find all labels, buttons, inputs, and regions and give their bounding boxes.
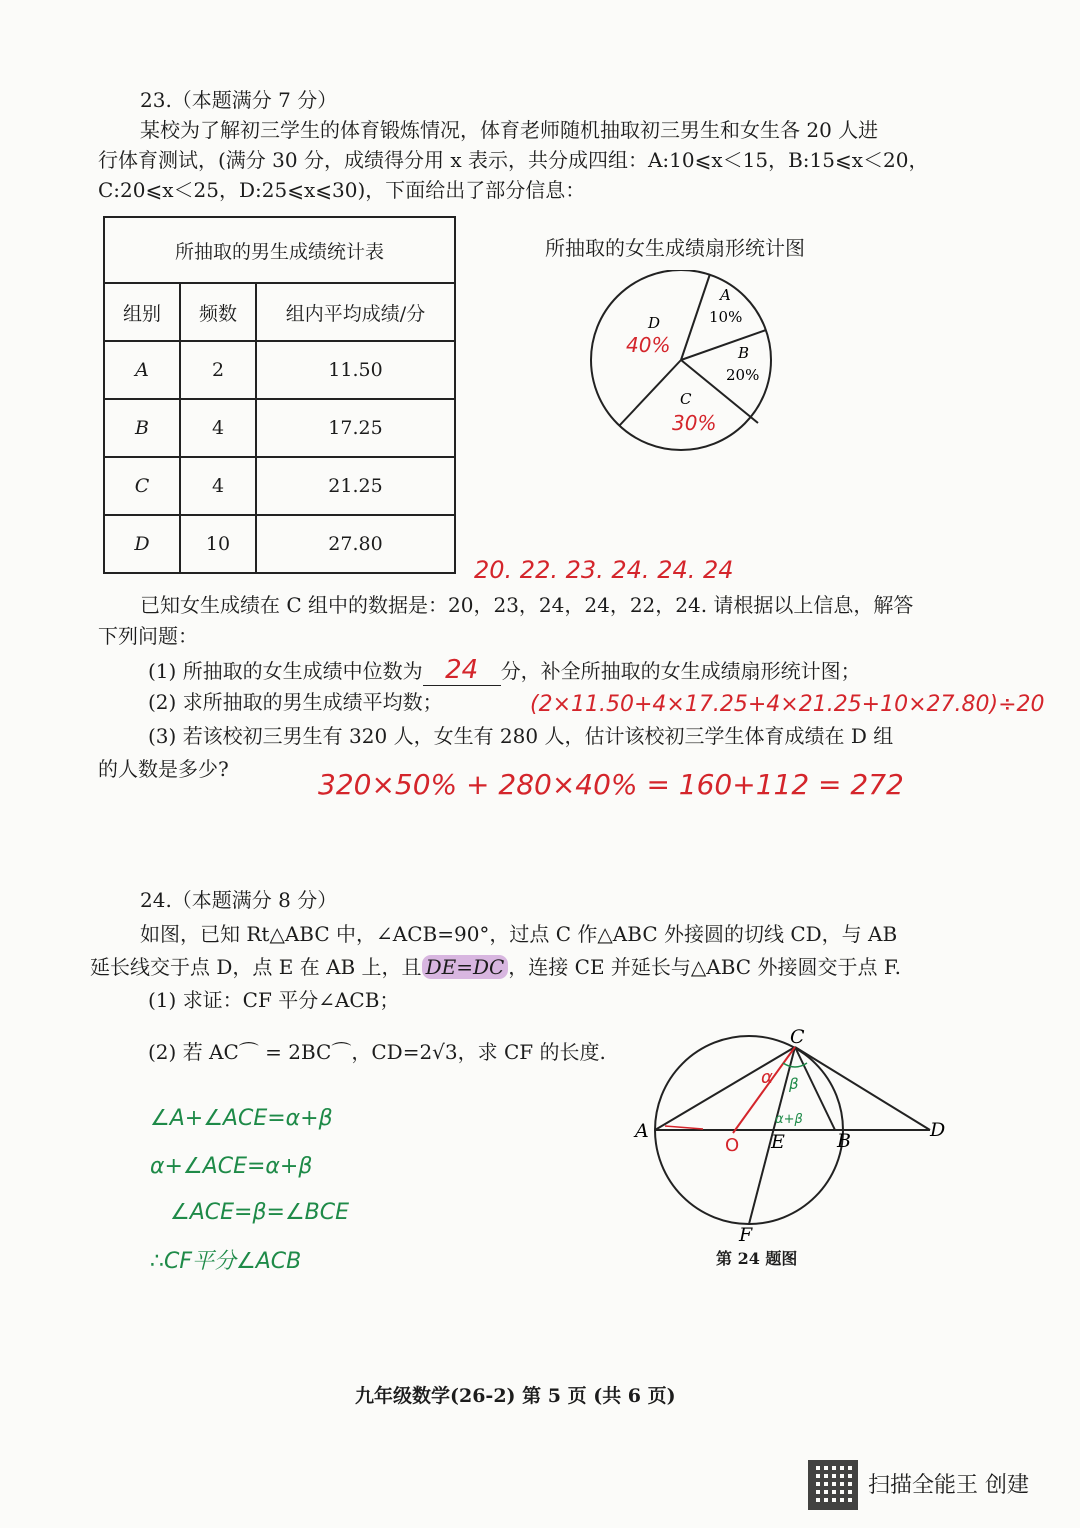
- point-f-label: F: [739, 1224, 753, 1246]
- q24-sub1: (1) 求证：CF 平分∠ACB；: [148, 988, 400, 1012]
- hw-median: 24: [445, 655, 479, 685]
- table-cell-frequency: 4: [180, 399, 256, 457]
- hw-proof-line: ∴CF平分∠ACB: [150, 1249, 302, 1274]
- pie-title: 所抽取的女生成绩扇形统计图: [545, 236, 805, 260]
- q24-line2-suffix: ，连接 CE 并延长与△ABC 外接圆交于点 F.: [508, 955, 901, 979]
- table-row: [104, 341, 455, 399]
- q23-sub2: (2) 求所抽取的男生成绩平均数；: [148, 690, 443, 714]
- boys-score-table: [103, 216, 456, 574]
- pie-label-c: C: [680, 390, 692, 408]
- pie-pct-a: 10%: [709, 308, 743, 326]
- scanner-watermark: 扫描全能王 创建: [868, 1473, 1029, 1498]
- hw-angle-alpha: α: [761, 1067, 773, 1088]
- geometry-figure: [625, 1025, 955, 1250]
- table-cell-frequency: 10: [180, 515, 256, 573]
- point-d-label: D: [930, 1119, 946, 1141]
- hw-angle-beta: β: [789, 1075, 799, 1093]
- hw-angle-alpha-beta: α+β: [775, 1112, 803, 1127]
- q24-line1: 如图，已知 Rt△ABC 中，∠ACB=90°，过点 C 作△ABC 外接圆的切线 CD，与 AB: [140, 922, 898, 946]
- q24-sub2: (2) 若 AC⌒ = 2BC⌒，CD=2√3，求 CF 的长度.: [148, 1040, 606, 1064]
- page-footer: 九年级数学(26-2) 第 5 页 (共 6 页): [355, 1385, 676, 1407]
- q23-sub3-line2: 的人数是多少?: [98, 757, 229, 781]
- table-header-frequency: 频数: [180, 283, 256, 341]
- table-cell-group: D: [104, 515, 180, 573]
- q24-line2: [90, 953, 901, 981]
- qr-code-icon: [808, 1460, 858, 1510]
- pie-divider-a: [681, 274, 710, 360]
- table-header-average: 组内平均成绩/分: [256, 283, 455, 341]
- table-cell-frequency: 4: [180, 457, 256, 515]
- q23-sub1-suffix: 分，补全所抽取的女生成绩扇形统计图；: [500, 659, 861, 683]
- red-tick: [665, 1126, 703, 1129]
- q23-given-line1: 已知女生成绩在 C 组中的数据是：20，23，24，24，22，24. 请根据以上信息，解答: [140, 593, 914, 617]
- table-cell-average: 27.80: [256, 515, 455, 573]
- table-row: [104, 515, 455, 573]
- hw-proof-line: ∠ACE=β=∠BCE: [170, 1200, 350, 1225]
- table-cell-average: 17.25: [256, 399, 455, 457]
- point-b-label: B: [837, 1130, 851, 1152]
- q23-sub1-prefix: (1) 所抽取的女生成绩中位数为: [148, 659, 423, 683]
- table-cell-group: B: [104, 399, 180, 457]
- highlighted-condition: DE=DC: [422, 955, 509, 979]
- q24-heading: 24.（本题满分 8 分）: [140, 888, 338, 912]
- point-e-label: E: [771, 1131, 785, 1153]
- pie-divider-b: [681, 330, 766, 360]
- pie-hw-pct-d: 40%: [626, 333, 671, 357]
- pie-hw-pct-c: 30%: [672, 411, 717, 435]
- table-title: 所抽取的男生成绩统计表: [104, 217, 455, 283]
- table-header-group: 组别: [104, 283, 180, 341]
- girls-pie-chart: [590, 270, 790, 460]
- pie-label-d: D: [648, 314, 661, 332]
- q24-line2-prefix: 延长线交于点 D，点 E 在 AB 上，且: [90, 955, 422, 979]
- q23-sub1: [148, 656, 861, 686]
- table-cell-frequency: 2: [180, 341, 256, 399]
- median-answer-blank: [423, 656, 501, 686]
- line-ac: [655, 1047, 795, 1130]
- hw-count-expression: 320×50% + 280×40% = 160+112 = 272: [318, 768, 904, 801]
- hw-proof-line: α+∠ACE=α+β: [150, 1154, 313, 1179]
- table-row: [104, 399, 455, 457]
- pie-label-a: A: [720, 286, 731, 304]
- point-a-label: A: [635, 1120, 649, 1142]
- q23-intro-line1: 某校为了解初三学生的体育锻炼情况，体育老师随机抽取初三男生和女生各 20 人进: [140, 118, 879, 142]
- hw-proof-line: ∠A+∠ACE=α+β: [150, 1106, 333, 1131]
- pie-pct-b: 20%: [726, 366, 760, 384]
- pie-label-b: B: [738, 344, 750, 362]
- point-o-label: O: [725, 1135, 740, 1156]
- q23-given-line2: 下列问题：: [98, 624, 198, 648]
- figure-caption: 第 24 题图: [716, 1249, 798, 1268]
- table-cell-average: 21.25: [256, 457, 455, 515]
- q23-intro-line3: C:20⩽x＜25，D:25⩽x⩽30)，下面给出了部分信息：: [98, 178, 586, 202]
- hw-sorted-data: 20. 22. 23. 24. 24. 24: [474, 556, 734, 584]
- hw-mean-expression: (2×11.50+4×17.25+4×21.25+10×27.80)÷20: [530, 692, 1045, 717]
- point-c-label: C: [790, 1026, 805, 1048]
- q23-intro-line2: 行体育测试，(满分 30 分，成绩得分用 x 表示，共分成四组：A:10⩽x＜15，B:15⩽x＜20，: [98, 148, 929, 172]
- table-cell-group: A: [104, 341, 180, 399]
- q23-heading: 23.（本题满分 7 分）: [140, 88, 338, 112]
- table-cell-average: 11.50: [256, 341, 455, 399]
- table-cell-group: C: [104, 457, 180, 515]
- table-row: [104, 457, 455, 515]
- q23-sub3-line1: (3) 若该校初三男生有 320 人，女生有 280 人，估计该校初三学生体育成绩在 D 组: [148, 724, 894, 748]
